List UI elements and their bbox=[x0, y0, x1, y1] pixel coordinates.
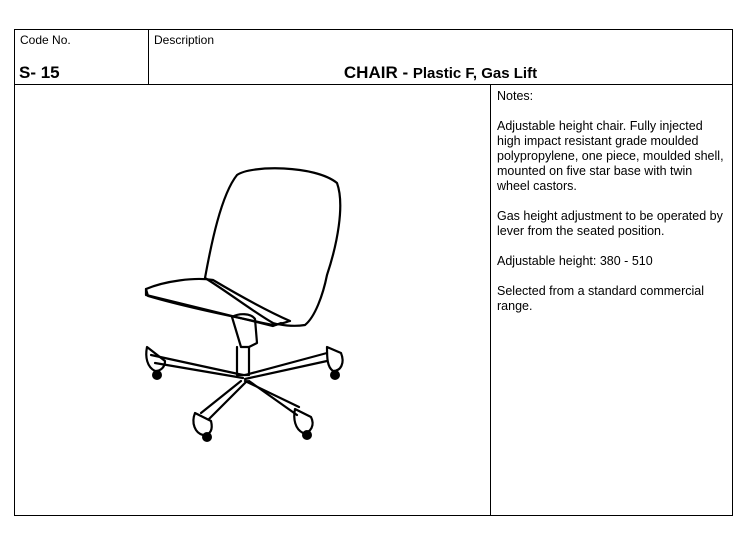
code-cell bbox=[15, 30, 149, 84]
item-title-main: CHAIR - bbox=[343, 63, 413, 82]
code-label: Code No. bbox=[20, 33, 71, 47]
item-title-sub: Plastic F, Gas Lift bbox=[412, 65, 538, 82]
castor bbox=[327, 347, 343, 371]
notes-paragraph: Adjustable height: 380 - 510 bbox=[497, 254, 653, 268]
description-label: Description bbox=[154, 33, 215, 47]
item-title bbox=[149, 63, 732, 83]
description-cell bbox=[149, 30, 732, 84]
castor bbox=[146, 347, 165, 371]
chair-illustration bbox=[15, 85, 491, 517]
castor bbox=[294, 409, 312, 433]
chair-backrest bbox=[205, 168, 340, 326]
code-value: S- 15 bbox=[19, 63, 60, 82]
notes-panel bbox=[491, 85, 732, 515]
notes-paragraph: Selected from a standard commercial range. bbox=[497, 284, 705, 313]
spec-sheet bbox=[14, 29, 733, 516]
castor bbox=[193, 413, 211, 435]
notes-paragraph: Gas height adjustment to be operated by lever from the seated position. bbox=[497, 209, 723, 238]
notes-paragraph: Adjustable height chair. Fully injected high impact resistant grade moulded polypropylene, one piece, moulded shell, mounted on five star base with twin wheel castors. bbox=[497, 119, 724, 193]
product-illustration-panel bbox=[15, 85, 491, 515]
notes-heading: Notes: bbox=[497, 89, 534, 103]
sheet-header bbox=[15, 30, 732, 85]
